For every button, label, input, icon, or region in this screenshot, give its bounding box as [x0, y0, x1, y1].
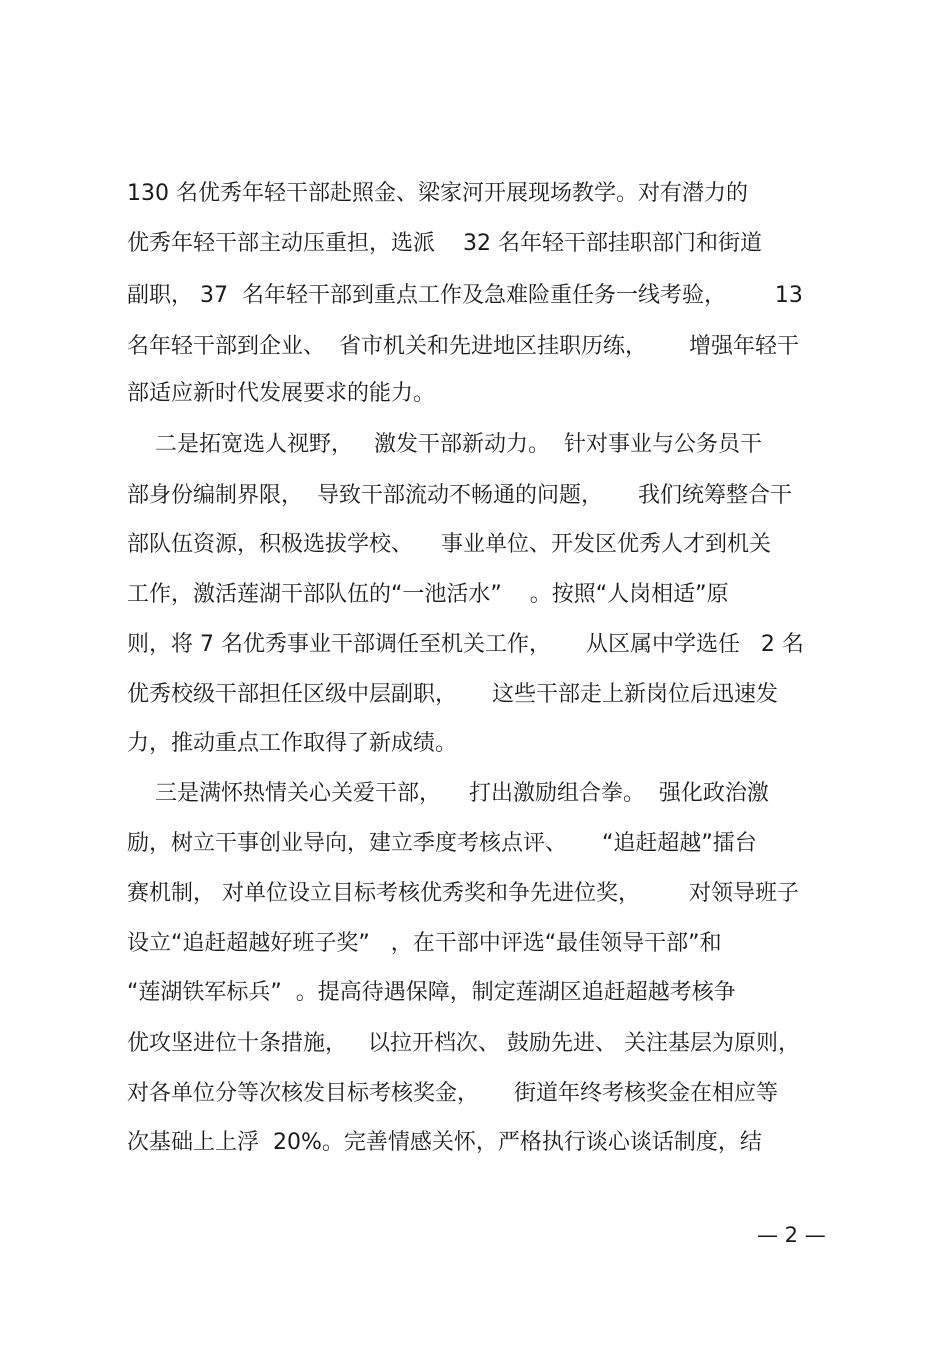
body-text-line: 则，将 7 名优秀事业干部调任至机关工作， 从区属中学选任 2 名 [127, 632, 804, 657]
body-text-line: “莲湖铁军标兵” 。提高待遇保障，制定莲湖区追赶超越考核争 [127, 980, 736, 1005]
body-text-line: 部身份编制界限， 导致干部流动不畅通的问题， 我们统筹整合干 [127, 483, 792, 508]
body-text-line: 工作，激活莲湖干部队伍的“一池活水” 。按照“人岗相适”原 [127, 582, 729, 607]
body-text-line: 三是满怀热情关心关爱干部， 打出激励组合拳。 强化政治激 [127, 781, 769, 806]
body-text-line: 部队伍资源，积极选拔学校、 事业单位、开发区优秀人才到机关 [127, 532, 771, 557]
body-text-line: 励，树立干事创业导向，建立季度考核点评、 “追赶超越”擂台 [127, 831, 757, 856]
body-text-line: 名年轻干部到企业、 省市机关和先进地区挂职历练， 增强年轻干 [127, 334, 799, 359]
page-number: — 2 — [757, 1223, 826, 1247]
body-text-line: 二是拓宽选人视野， 激发干部新动力。 针对事业与公务员干 [127, 432, 762, 457]
body-text-line: 优攻坚进位十条措施， 以拉开档次、 鼓励先进、 关注基层为原则， [127, 1031, 800, 1056]
body-text-line: 优秀校级干部担任区级中层副职， 这些干部走上新岗位后迅速发 [127, 682, 778, 707]
body-text-line: 力，推动重点工作取得了新成绩。 [127, 731, 458, 756]
body-text-line: 设立“追赶超越好班子奖” ，在干部中评选“最佳领导干部”和 [127, 931, 722, 956]
body-text-line: 赛机制， 对单位设立目标考核优秀奖和争先进位奖， 对领导班子 [127, 881, 799, 906]
body-text-line: 副职， 37 名年轻干部到重点工作及急难险重任务一线考验， 13 [127, 283, 803, 308]
body-text-line: 130 名优秀年轻干部赴照金、梁家河开展现场教学。对有潜力的 [127, 181, 748, 206]
body-text-line: 次基础上上浮 20%。完善情感关怀，严格执行谈心谈话制度，结 [127, 1130, 762, 1155]
body-text-line: 部适应新时代发展要求的能力。 [127, 381, 436, 406]
body-text-line: 优秀年轻干部主动压重担，选派 32 名年轻干部挂职部门和街道 [127, 231, 762, 256]
body-text-line: 对各单位分等次核发目标考核奖金， 街道年终考核奖金在相应等 [127, 1081, 778, 1106]
